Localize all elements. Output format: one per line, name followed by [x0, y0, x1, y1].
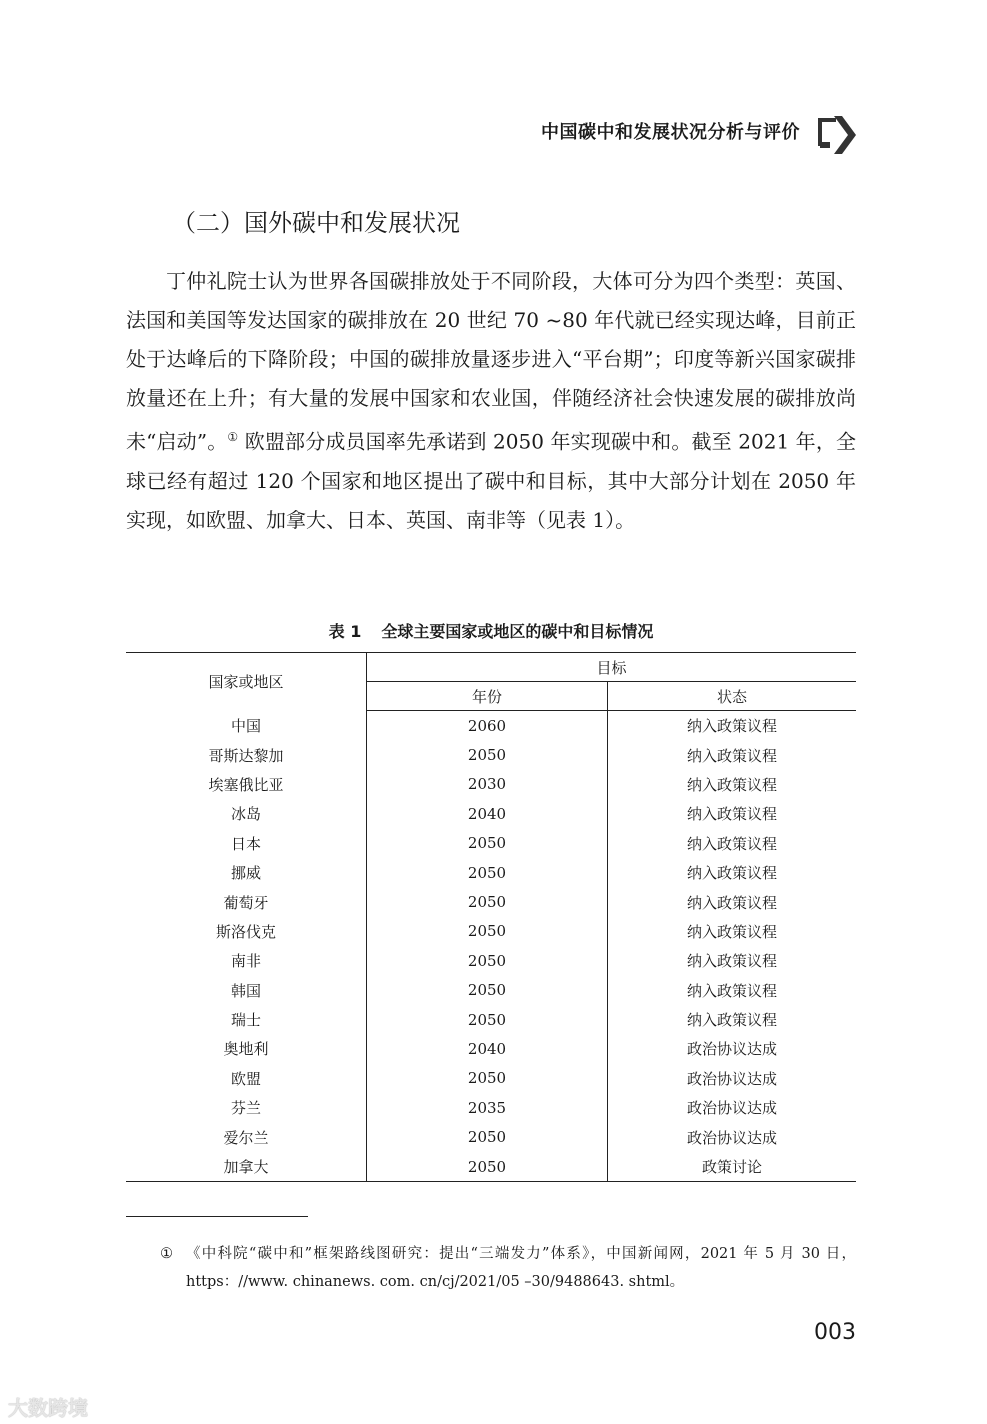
cell-year: 2040	[367, 799, 608, 828]
cell-region: 瑞士	[126, 1005, 367, 1034]
cell-year: 2050	[367, 1122, 608, 1151]
table-row	[126, 887, 856, 916]
cell-status: 纳入政策议程	[686, 805, 777, 824]
paragraph-text-b: 欧盟部分成员国率先承诺到 2050 年实现碳中和。截至 2021 年，全球已经有超过 120 个国家和地区提出了碳中和目标，其中大部分计划在 2050 年实现，如欧盟、加拿大、日本、英国、南非等（见表 1）。	[126, 429, 856, 532]
table-row	[126, 711, 856, 741]
table-row	[126, 829, 856, 858]
cell-year: 2050	[367, 917, 608, 946]
cell-status: 纳入政策议程	[686, 952, 777, 971]
cell-status: 纳入政策议程	[686, 864, 777, 883]
cell-status: 纳入政策议程	[686, 922, 777, 941]
cell-region: 奥地利	[126, 1034, 367, 1063]
table-caption	[126, 619, 856, 642]
cell-status: 纳入政策议程	[686, 981, 777, 1000]
cell-year: 2050	[367, 829, 608, 858]
table-body	[126, 711, 856, 1182]
paragraph-text-a: 丁仲礼院士认为世界各国碳排放处于不同阶段，大体可分为四个类型：英国、法国和美国等发达国家的碳排放在 20 世纪 70 ~80 年代就已经实现达峰，目前正处于达峰后的下降阶段；中国的碳排放量逐步进入“平台期”；印度等新兴国家碳排放量还在上升；有大量的发展中国家和农业国，伴随经济社会快速发展的碳排放尚未“启动”。	[126, 269, 856, 454]
table-row	[126, 1122, 856, 1151]
watermark-logo: 大数跨境	[8, 1396, 88, 1420]
cell-region: 葡萄牙	[126, 887, 367, 916]
cell-year: 2050	[367, 1152, 608, 1182]
running-header: 中国碳中和发展状况分析与评价	[541, 122, 800, 143]
footnote-text: 《中科院“碳中和”框架路线图研究：提出“三端发力”体系》，中国新闻网，2021 年 5 月 30 日，https：//www. chinanews. com. cn/cj/2021/05 –30/9488643. shtml。	[186, 1246, 856, 1290]
table-row	[126, 976, 856, 1005]
header-year: 年份	[367, 682, 608, 711]
cell-year: 2030	[367, 770, 608, 799]
footnote-mark: ①	[160, 1246, 173, 1262]
footnote-divider	[126, 1216, 308, 1217]
cell-region: 日本	[126, 829, 367, 858]
cell-year: 2060	[367, 711, 608, 741]
cell-year: 2050	[367, 976, 608, 1005]
table-row	[126, 946, 856, 975]
chapter-arrow-icon	[812, 112, 862, 158]
cell-year: 2050	[367, 740, 608, 769]
body-paragraph	[126, 262, 856, 540]
cell-region: 斯洛伐克	[126, 917, 367, 946]
cell-status: 纳入政策议程	[686, 746, 777, 765]
cell-status: 纳入政策议程	[686, 1011, 777, 1030]
cell-region: 中国	[126, 711, 367, 741]
cell-year: 2050	[367, 946, 608, 975]
cell-status: 政策讨论	[608, 1152, 857, 1182]
cell-region: 冰岛	[126, 799, 367, 828]
cell-year: 2050	[367, 1005, 608, 1034]
cell-region: 哥斯达黎加	[126, 740, 367, 769]
cell-year: 2050	[367, 858, 608, 887]
page-number: 003	[814, 1320, 856, 1345]
table-row	[126, 1093, 856, 1122]
table-row	[126, 1034, 856, 1063]
table-number: 表 1	[328, 622, 362, 641]
table-row	[126, 1005, 856, 1034]
cell-region: 芬兰	[126, 1093, 367, 1122]
cell-region: 爱尔兰	[126, 1122, 367, 1151]
cell-status: 纳入政策议程	[686, 834, 777, 853]
cell-region: 挪威	[126, 858, 367, 887]
cell-status: 纳入政策议程	[686, 893, 777, 912]
cell-status: 政治协议达成	[686, 1069, 777, 1088]
cell-status: 政治协议达成	[686, 1128, 777, 1147]
cell-status: 纳入政策议程	[686, 717, 777, 736]
cell-year: 2040	[367, 1034, 608, 1063]
header-status: 状态	[608, 682, 857, 711]
header-target: 目标	[367, 653, 857, 682]
cell-region: 南非	[126, 946, 367, 975]
cell-region: 韩国	[126, 976, 367, 1005]
table-row	[126, 917, 856, 946]
header-region: 国家或地区	[126, 653, 367, 711]
cell-year: 2035	[367, 1093, 608, 1122]
cell-region: 欧盟	[126, 1064, 367, 1093]
footnote-reference[interactable]: ①	[227, 430, 239, 444]
table-row	[126, 799, 856, 828]
cell-year: 2050	[367, 1064, 608, 1093]
table-row	[126, 740, 856, 769]
cell-region: 埃塞俄比亚	[126, 770, 367, 799]
carbon-neutrality-table	[126, 652, 856, 1182]
cell-status: 政治协议达成	[686, 1099, 777, 1118]
table-row	[126, 1064, 856, 1093]
table-row	[126, 858, 856, 887]
cell-status: 政治协议达成	[686, 1040, 777, 1059]
cell-year: 2050	[367, 887, 608, 916]
table-row	[126, 770, 856, 799]
table-title: 全球主要国家或地区的碳中和目标情况	[381, 622, 654, 641]
cell-region: 加拿大	[126, 1152, 367, 1182]
cell-status: 纳入政策议程	[686, 775, 777, 794]
table-row	[126, 1152, 856, 1182]
footnote	[160, 1240, 856, 1296]
section-title: （二）国外碳中和发展状况	[172, 209, 460, 237]
